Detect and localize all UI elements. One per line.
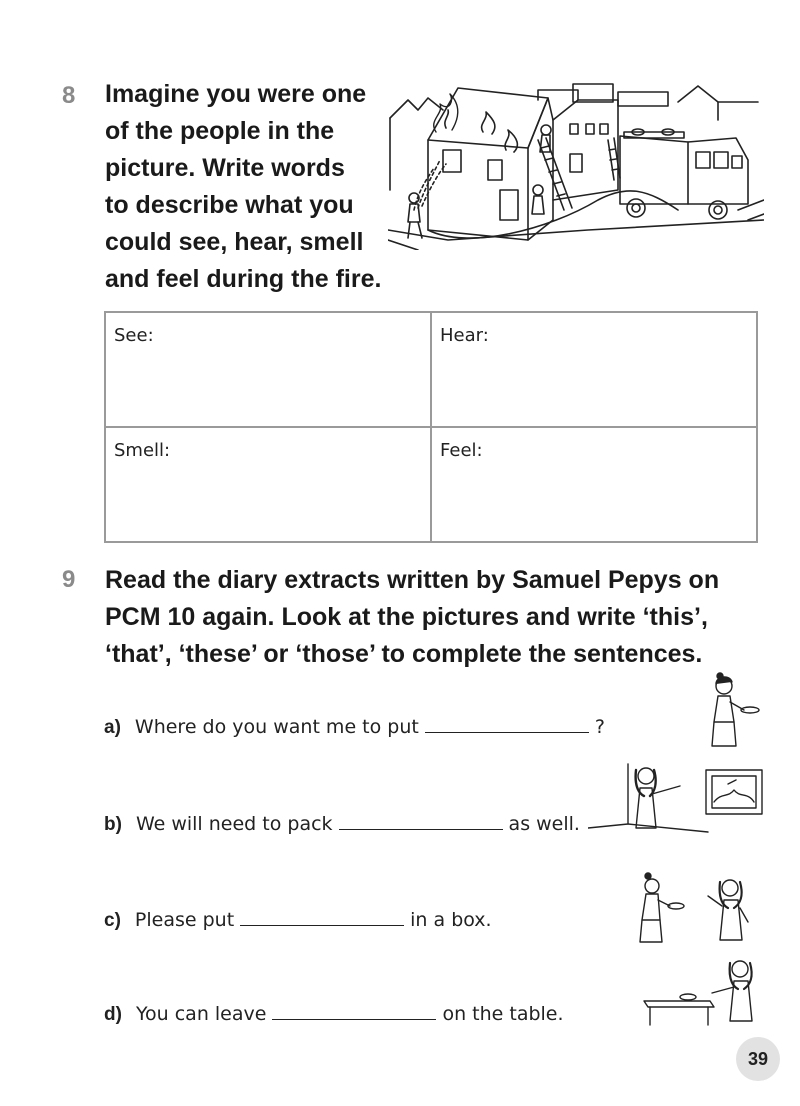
hear-label: Hear:: [440, 325, 489, 346]
see-label: See:: [114, 325, 154, 346]
sentence-a-letter: a): [104, 717, 121, 738]
sentence-d-letter: d): [104, 1004, 122, 1025]
smell-cell[interactable]: [105, 427, 431, 542]
page-number: 39: [747, 1048, 769, 1069]
sentence-b-before: We will need to pack: [135, 813, 333, 835]
sentence-d-after: on the table.: [442, 1003, 564, 1025]
question-9-number: 9: [62, 566, 76, 593]
smell-label: Smell:: [114, 440, 171, 461]
q9-line-2: PCM 10 again. Look at the pictures and write ‘this’,: [105, 603, 708, 631]
hear-cell[interactable]: [431, 312, 757, 427]
sentence-c-blank[interactable]: [240, 924, 404, 926]
feel-cell[interactable]: [431, 427, 757, 542]
question-8-prompt: [105, 76, 395, 298]
sentence-c-before: Please put: [134, 909, 235, 931]
two-women-dish-illustration: [630, 872, 770, 944]
sentence-b-letter: b): [104, 814, 122, 835]
senses-table: [104, 311, 758, 543]
woman-holding-dish-illustration: [700, 672, 760, 748]
q8-line-2: of the people in the: [105, 117, 335, 145]
sentence-a-blank[interactable]: [425, 731, 589, 733]
feel-label: Feel:: [440, 440, 483, 461]
woman-pointing-at-picture-illustration: [588, 762, 778, 834]
sentence-a-before: Where do you want me to put: [134, 716, 419, 738]
sentence-d-before: You can leave: [135, 1003, 267, 1025]
q9-line-1: Read the diary extracts written by Samuel Pepys on: [105, 566, 720, 594]
sentence-d: [104, 1003, 564, 1026]
q8-line-6: and feel during the fire.: [105, 265, 382, 293]
sentence-d-blank[interactable]: [272, 1018, 436, 1020]
question-9-prompt: [105, 562, 745, 673]
sentence-c: [104, 909, 492, 932]
q8-line-3: picture. Write words: [105, 154, 345, 182]
sentence-b-blank[interactable]: [339, 828, 503, 830]
question-8-number: 8: [62, 82, 76, 109]
sentence-a-after: ?: [594, 716, 605, 738]
q8-line-4: to describe what you: [105, 191, 354, 219]
sentence-c-after: in a box.: [410, 909, 492, 931]
page-number-badge: [736, 1037, 780, 1081]
q8-line-5: could see, hear, smell: [105, 228, 364, 256]
sentence-a: [104, 716, 605, 739]
q8-line-1: Imagine you were one: [105, 80, 367, 108]
sentence-b: [104, 813, 580, 836]
sentence-b-after: as well.: [508, 813, 580, 835]
q9-line-3: ‘that’, ‘these’ or ‘those’ to complete the sentences.: [105, 640, 703, 668]
see-cell[interactable]: [105, 312, 431, 427]
sentence-c-letter: c): [104, 910, 121, 931]
fire-scene-illustration: [388, 80, 764, 250]
woman-pointing-at-table-illustration: [640, 955, 770, 1027]
